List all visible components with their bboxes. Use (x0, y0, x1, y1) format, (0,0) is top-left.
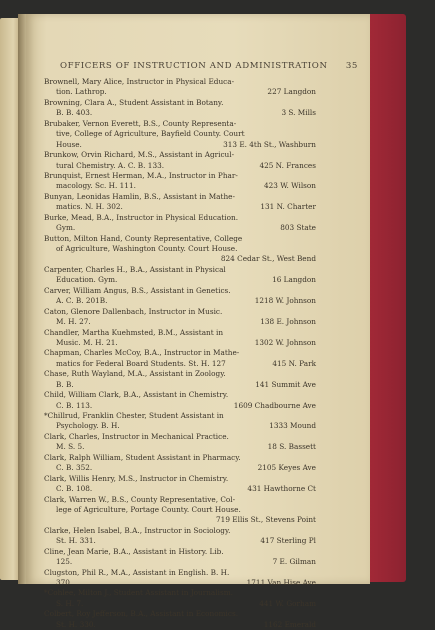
entry-line (44, 474, 316, 484)
entry-detail: lege of Agriculture, Portage County. Court House. (56, 504, 241, 514)
entry-name-title: *Chillrud, Franklin Chester, Student Assistant in (44, 411, 224, 420)
entry-name-title: Child, William Clark, B.A., Assistant in Chemistry. (44, 390, 229, 400)
page-number: 35 (345, 61, 358, 71)
entry-detail: C. B. 113. (56, 400, 93, 410)
entry-detail: M. S. 5. (56, 442, 85, 452)
entry-line (44, 192, 316, 202)
entry-line (44, 244, 316, 254)
entry-line (44, 77, 316, 87)
directory-entry (44, 328, 316, 349)
entry-name-title: Chandler, Martha Kuehmsted, B.M., Assistant in (44, 327, 224, 337)
entry-name-title: Bunyan, Leonidas Hamlin, B.S., Assistant in Mathe- (44, 191, 235, 201)
directory-entry (44, 495, 316, 526)
entry-name-title: Colbert, Roy Jefferson, B.A., Assistant in Economics. (44, 609, 239, 619)
entry-line (44, 515, 316, 525)
entry-detail: tive, College of Agriculture, Bayfield County. Court (56, 129, 245, 139)
entry-line (44, 140, 316, 150)
entry-line (44, 213, 316, 223)
entry-line (44, 265, 316, 275)
entry-detail: Education. Gym. (56, 275, 118, 285)
directory-entry (44, 609, 316, 630)
entry-detail: macology. Sc. H. 111. (56, 181, 136, 191)
entry-name-title: Brownell, Mary Alice, Instructor in Physical Educa- (44, 77, 235, 86)
entry-detail: of Agriculture, Washington County. Court House. (56, 244, 238, 253)
directory-entry (44, 119, 316, 150)
entry-line (44, 296, 316, 306)
entry-detail: tural Chemistry. A. C. B. 133. (56, 160, 165, 170)
entry-detail: A. C. B. 201B. (56, 296, 108, 306)
entry-name-title: Brunkow, Orvin Richard, M.S., Assistant in Agricul- (44, 150, 235, 160)
entry-address: 1162 Emerald (263, 619, 316, 629)
entry-address: 1218 W. Johnson (254, 296, 316, 306)
entry-address: 417 Sterling Pl (260, 536, 316, 546)
entry-line (44, 401, 316, 411)
directory-entry (44, 265, 316, 286)
entry-line (44, 328, 316, 338)
entry-detail: Music. M. H. 21. (56, 337, 118, 347)
entry-detail: C. B. 108. (56, 484, 93, 494)
entry-line (44, 609, 316, 619)
entry-address: 441 W. Gorham (259, 598, 316, 608)
entry-line (44, 359, 316, 369)
directory-entry (44, 411, 316, 432)
entry-line (44, 557, 316, 567)
entry-address: 227 Langdon (267, 87, 316, 97)
entry-detail: St. H. 331. (56, 536, 96, 546)
entry-detail: 370 (56, 578, 70, 587)
directory-entry (44, 390, 316, 411)
entry-line (44, 150, 316, 160)
entry-line (44, 234, 316, 244)
entry-name-title: Burke, Mead, B.A., Instructor in Physical Education. (44, 212, 239, 222)
entry-line (44, 578, 316, 588)
staff-directory-list (44, 77, 316, 630)
entry-detail: C. B. 352. (56, 463, 93, 473)
entry-name-title: Brunquist, Ernest Herman, M.A., Instructor in Phar- (44, 170, 238, 180)
entry-name-title: Clark, Warren W., B.S., County Representative, Col- (44, 494, 236, 504)
directory-entry (44, 547, 316, 568)
entry-name-title: Clark, Ralph William, Student Assistant in Pharmacy. (44, 452, 241, 462)
entry-name-title: Button, Milton Hand, County Representative, College (44, 233, 243, 243)
directory-entry (44, 307, 316, 328)
directory-entry (44, 234, 316, 265)
entry-detail: Psychology. B. H. (56, 421, 120, 431)
entry-line (44, 463, 316, 473)
entry-address: 719 Ellis St., Stevens Point (216, 515, 316, 525)
entry-line (44, 171, 316, 181)
directory-entry (44, 213, 316, 234)
entry-line (44, 202, 316, 212)
entry-detail: S. H. 7. (56, 598, 84, 608)
entry-name-title: Carpenter, Charles H., B.A., Assistant in Physical (44, 264, 226, 274)
entry-name-title: *Cohlee, Milton J., Student Assistant in Journalism. (44, 588, 233, 598)
entry-address: 16 Langdon (272, 275, 316, 285)
entry-line (44, 254, 316, 264)
directory-entry (44, 171, 316, 192)
entry-detail: B. B. (56, 379, 74, 389)
entry-detail: B. B. 403. (56, 108, 93, 118)
entry-line (44, 98, 316, 108)
entry-line (44, 119, 316, 129)
directory-entry (44, 568, 316, 589)
entry-address: 131 N. Charter (260, 202, 316, 212)
directory-entry (44, 526, 316, 547)
entry-address: 1302 W. Johnson (254, 337, 316, 347)
entry-name-title: Browning, Clara A., Student Assistant in Botany. (44, 97, 224, 107)
directory-entry (44, 369, 316, 390)
entry-line (44, 484, 316, 494)
entry-detail: M. H. 27. (56, 317, 91, 327)
entry-line (44, 442, 316, 452)
entry-line (44, 505, 316, 515)
entry-name-title: Clarke, Helen Isabel, B.A., Instructor in Sociology. (44, 525, 231, 535)
entry-name-title: Chapman, Charles McCoy, B.A., Instructor in Mathe- (44, 348, 240, 358)
directory-entry (44, 150, 316, 171)
entry-line (44, 338, 316, 348)
entry-address: 3 S. Mills (281, 108, 316, 118)
entry-line (44, 599, 316, 609)
entry-address: 824 Cedar St., West Bend (220, 254, 316, 264)
entry-line (44, 432, 316, 442)
directory-entry (44, 192, 316, 213)
entry-address: 18 S. Bassett (267, 442, 316, 452)
entry-line (44, 547, 316, 557)
entry-address: 138 E. Johnson (260, 317, 316, 327)
entry-line (44, 390, 316, 400)
directory-entry (44, 77, 316, 98)
entry-line (44, 223, 316, 233)
entry-address: 415 N. Park (272, 358, 316, 368)
entry-address: 1333 Mound (269, 421, 316, 431)
entry-detail: St. H. 330. (56, 619, 96, 629)
directory-entry (44, 474, 316, 495)
entry-detail: matics for Federal Board Students. St. H. 127 (56, 358, 226, 368)
entry-address: 7 E. Gilman (272, 557, 316, 567)
entry-line (44, 87, 316, 97)
entry-address: 2105 Keyes Ave (257, 463, 316, 473)
entry-address: 431 Hawthorne Ct (247, 484, 316, 494)
entry-address: 1711 Van Hise Ave (246, 578, 316, 587)
entry-detail: matics. N. H. 302. (56, 202, 123, 212)
entry-line (44, 526, 316, 536)
entry-line (44, 495, 316, 505)
entry-line (44, 129, 316, 139)
entry-name-title: Clugston, Phil R., M.A., Assistant in English. B. H. (44, 567, 230, 577)
entry-name-title: Clark, Willis Henry, M.S., Instructor in Chemistry. (44, 473, 229, 483)
entry-address: 803 State (280, 223, 316, 233)
directory-entry (44, 348, 316, 369)
entry-address: 313 E. 4th St., Washburn (223, 139, 316, 149)
entry-address: 423 W. Wilson (264, 181, 316, 191)
entry-line (44, 620, 316, 630)
directory-entry (44, 453, 316, 474)
entry-detail: 125. (56, 557, 73, 567)
entry-line (44, 369, 316, 379)
entry-line (44, 181, 316, 191)
entry-line (44, 453, 316, 463)
entry-name-title: Clark, Charles, Instructor in Mechanical Practice. (44, 431, 229, 441)
entry-detail: Gym. (56, 223, 76, 233)
entry-detail: tion. Lathrop. (56, 87, 107, 97)
directory-entry (44, 98, 316, 119)
entry-line (44, 286, 316, 296)
entry-line (44, 411, 316, 421)
entry-line (44, 348, 316, 358)
entry-detail: House. (56, 139, 82, 149)
entry-name-title: Chase, Ruth Wayland, M.A., Assistant in Zoology. (44, 369, 226, 379)
entry-line (44, 307, 316, 317)
entry-address: 141 Summit Ave (255, 379, 316, 389)
entry-line (44, 588, 316, 598)
directory-entry (44, 286, 316, 307)
entry-address: 425 N. Frances (259, 160, 316, 170)
entry-line (44, 568, 316, 578)
entry-line (44, 108, 316, 118)
entry-line (44, 421, 316, 431)
entry-name-title: Carver, William Angus, B.S., Assistant in Genetics. (44, 285, 231, 295)
entry-name-title: Brubaker, Vernon Everett, B.S., County Representa- (44, 118, 237, 128)
entry-name-title: Cline, Jean Marie, B.A., Assistant in History. Lib. (44, 546, 224, 556)
entry-address: 1609 Chadbourne Ave (233, 400, 316, 410)
directory-entry (44, 432, 316, 453)
entry-line (44, 317, 316, 327)
entry-line (44, 161, 316, 171)
running-head-title: OFFICERS OF INSTRUCTION AND ADMINISTRATION (60, 61, 328, 71)
entry-line (44, 380, 316, 390)
entry-line (44, 275, 316, 285)
entry-line (44, 536, 316, 546)
directory-entry (44, 588, 316, 609)
entry-name-title: Caton, Glenore Dallenbach, Instructor in Music. (44, 306, 223, 316)
